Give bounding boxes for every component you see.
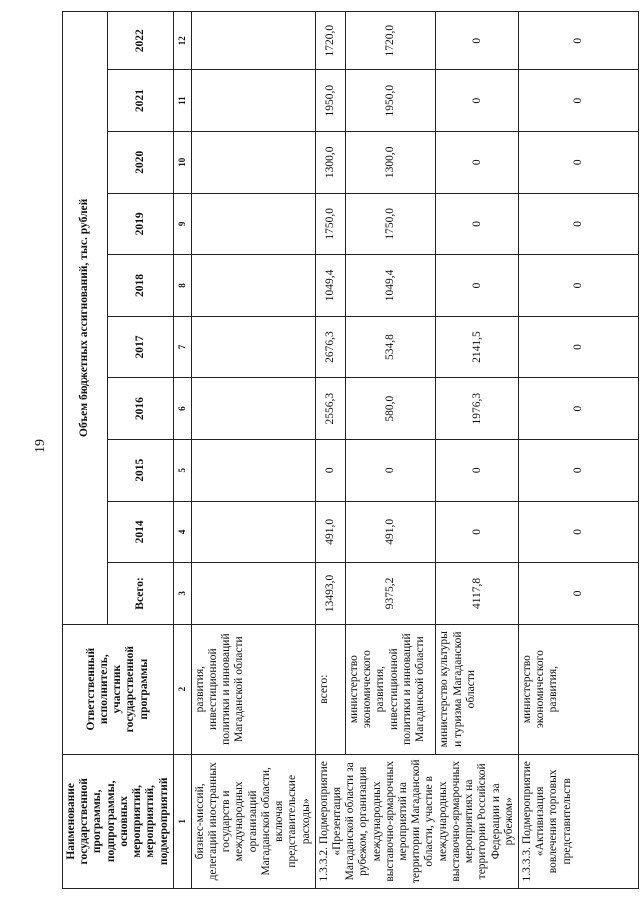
value-cell: 0 xyxy=(436,70,519,132)
row-name: 1.3.3.2. Подмероприятие «Презентация Магаданской области за рубежом, организация международных выставочно-ярмарочных мероприятий на территории Магаданской области, участие в международных выставочно-ярмарочных мероприятиях на территории Российской Федерации и за рубежом» xyxy=(315,754,518,888)
value-cell: 1049,4 xyxy=(315,255,345,317)
value-cell: 4117,8 xyxy=(436,563,519,625)
value-cell: 2141,5 xyxy=(436,316,519,378)
value-cell: 0 xyxy=(436,193,519,255)
value-cell: 0 xyxy=(519,193,639,255)
row-name: бизнес-миссий, делегаций иностранных государств и международных организаций Магаданской области, включая представительские расходы» xyxy=(191,754,315,888)
header-executor: Ответственный исполнитель, участник государственной программы xyxy=(63,624,174,754)
value-cell: 1720,0 xyxy=(315,12,345,70)
column-number: 2 xyxy=(173,624,191,754)
header-year: 2019 xyxy=(108,193,174,255)
header-year: 2022 xyxy=(108,12,174,70)
row-executor: министерство культуры и туризма Магаданской области xyxy=(436,624,519,754)
table-row xyxy=(315,12,345,889)
column-number: 11 xyxy=(173,70,191,132)
row-name: 1.3.3.3. Подмероприятие «Активизация вовлечения торговых представительств xyxy=(519,754,639,888)
value-cell: 0 xyxy=(436,12,519,70)
column-number: 9 xyxy=(173,193,191,255)
column-number: 3 xyxy=(173,563,191,625)
value-cell xyxy=(191,439,315,501)
value-cell: 0 xyxy=(519,316,639,378)
header-year: 2018 xyxy=(108,255,174,317)
column-number: 10 xyxy=(173,131,191,193)
value-cell: 1049,4 xyxy=(345,255,436,317)
header-total: Всего: xyxy=(108,563,174,625)
value-cell: 0 xyxy=(519,255,639,317)
value-cell: 2556,3 xyxy=(315,378,345,440)
row-executor: развития, инвестиционной политики и инноваций Магаданской области xyxy=(191,624,315,754)
column-number: 6 xyxy=(173,378,191,440)
column-number: 7 xyxy=(173,316,191,378)
column-number: 1 xyxy=(173,754,191,888)
header-year: 2021 xyxy=(108,70,174,132)
column-number: 8 xyxy=(173,255,191,317)
value-cell: 1950,0 xyxy=(345,70,436,132)
value-cell xyxy=(191,131,315,193)
value-cell: 1976,3 xyxy=(436,378,519,440)
value-cell: 13493,0 xyxy=(315,563,345,625)
page-number: 19 xyxy=(33,439,48,453)
header-year: 2016 xyxy=(108,378,174,440)
value-cell: 0 xyxy=(436,255,519,317)
row-executor: всего: xyxy=(315,624,345,754)
value-cell: 0 xyxy=(519,439,639,501)
value-cell: 2676,3 xyxy=(315,316,345,378)
value-cell: 0 xyxy=(519,131,639,193)
value-cell: 491,0 xyxy=(345,501,436,563)
value-cell: 0 xyxy=(436,439,519,501)
budget-table xyxy=(62,11,639,889)
value-cell: 1750,0 xyxy=(315,193,345,255)
value-cell: 0 xyxy=(315,439,345,501)
value-cell: 0 xyxy=(436,501,519,563)
value-cell: 1950,0 xyxy=(315,70,345,132)
rotated-page-content xyxy=(62,11,608,889)
header-year: 2020 xyxy=(108,131,174,193)
value-cell: 0 xyxy=(519,378,639,440)
value-cell: 580,0 xyxy=(345,378,436,440)
header-budget-group: Объем бюджетных ассигнований, тыс. рублей xyxy=(63,12,108,625)
value-cell xyxy=(191,193,315,255)
value-cell: 1720,0 xyxy=(345,12,436,70)
header-year: 2017 xyxy=(108,316,174,378)
table-row xyxy=(191,12,315,889)
value-cell xyxy=(191,12,315,70)
value-cell xyxy=(191,378,315,440)
value-cell xyxy=(191,255,315,317)
column-number: 12 xyxy=(173,12,191,70)
row-executor: министерство экономического развития, инвестиционной политики и инноваций Магаданской области xyxy=(345,624,436,754)
value-cell: 1300,0 xyxy=(345,131,436,193)
value-cell: 0 xyxy=(519,501,639,563)
value-cell: 491,0 xyxy=(315,501,345,563)
value-cell: 1300,0 xyxy=(315,131,345,193)
value-cell: 1750,0 xyxy=(345,193,436,255)
header-year: 2014 xyxy=(108,501,174,563)
value-cell: 0 xyxy=(345,439,436,501)
value-cell: 0 xyxy=(519,12,639,70)
value-cell: 9375,2 xyxy=(345,563,436,625)
header-name: Наименование государственной программы, подпрограммы, основных мероприятий, мероприятий, подмероприятий xyxy=(63,754,174,888)
value-cell: 0 xyxy=(436,131,519,193)
value-cell: 534,8 xyxy=(345,316,436,378)
value-cell: 0 xyxy=(519,70,639,132)
column-number: 5 xyxy=(173,439,191,501)
column-number: 4 xyxy=(173,501,191,563)
value-cell xyxy=(191,70,315,132)
value-cell: 0 xyxy=(519,563,639,625)
table-row xyxy=(519,12,639,889)
column-number-row xyxy=(173,12,191,889)
row-executor: министерство экономического развития, xyxy=(519,624,639,754)
value-cell xyxy=(191,501,315,563)
header-year: 2015 xyxy=(108,439,174,501)
value-cell xyxy=(191,563,315,625)
value-cell xyxy=(191,316,315,378)
